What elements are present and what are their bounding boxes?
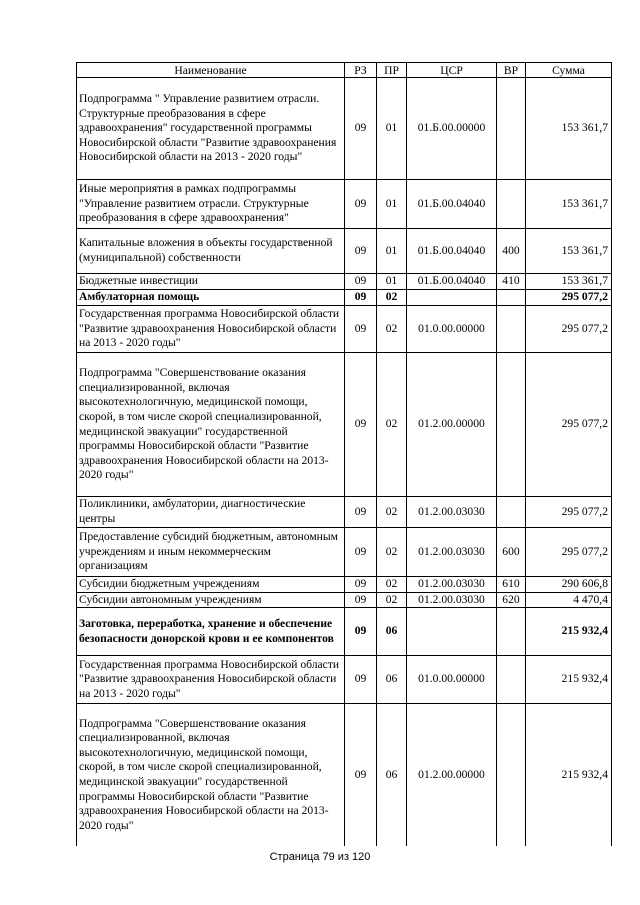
row-sum: 295 077,2 bbox=[526, 306, 612, 353]
row-name: Субсидии бюджетным учреждениям bbox=[77, 577, 345, 593]
row-rz: 09 bbox=[345, 180, 377, 229]
row-name: Заготовка, переработка, хранение и обеспечение безопасности донорской крови и ее компонентов bbox=[77, 608, 345, 656]
table-row bbox=[77, 497, 612, 528]
row-sum: 153 361,7 bbox=[526, 229, 612, 274]
row-vr bbox=[497, 78, 526, 180]
row-csr: 01.0.00.00000 bbox=[407, 306, 497, 353]
row-sum: 290 606,8 bbox=[526, 577, 612, 593]
header-sum: Сумма bbox=[526, 63, 612, 78]
row-vr: 610 bbox=[497, 577, 526, 593]
header-pr: ПР bbox=[377, 63, 407, 78]
row-name: Предоставление субсидий бюджетным, автономным учреждениям и иным некоммерческим организациям bbox=[77, 528, 345, 577]
row-rz: 09 bbox=[345, 229, 377, 274]
row-pr: 02 bbox=[377, 592, 407, 608]
row-pr: 06 bbox=[377, 608, 407, 656]
row-vr bbox=[497, 353, 526, 497]
row-vr bbox=[497, 497, 526, 528]
table-row bbox=[77, 290, 612, 306]
row-vr: 410 bbox=[497, 274, 526, 290]
row-rz: 09 bbox=[345, 577, 377, 593]
row-csr: 01.2.00.03030 bbox=[407, 577, 497, 593]
table-row bbox=[77, 353, 612, 497]
row-rz: 09 bbox=[345, 497, 377, 528]
table-header-row bbox=[77, 63, 612, 78]
row-pr: 01 bbox=[377, 78, 407, 180]
row-name: Капитальные вложения в объекты государственной (муниципальной) собственности bbox=[77, 229, 345, 274]
row-csr: 01.2.00.03030 bbox=[407, 528, 497, 577]
row-sum: 153 361,7 bbox=[526, 274, 612, 290]
row-pr: 02 bbox=[377, 528, 407, 577]
row-name: Иные мероприятия в рамках подпрограммы "Управление развитием отрасли. Структурные преобразования в сфере здравоохранения" bbox=[77, 180, 345, 229]
row-sum: 4 470,4 bbox=[526, 592, 612, 608]
row-sum: 295 077,2 bbox=[526, 528, 612, 577]
page-number: Страница 79 из 120 bbox=[269, 851, 371, 863]
table-row bbox=[77, 229, 612, 274]
header-name: Наименование bbox=[77, 63, 345, 78]
row-rz: 09 bbox=[345, 704, 377, 846]
row-vr bbox=[497, 290, 526, 306]
row-sum: 215 932,4 bbox=[526, 608, 612, 656]
row-rz: 09 bbox=[345, 528, 377, 577]
row-sum: 295 077,2 bbox=[526, 290, 612, 306]
row-csr: 01.2.00.00000 bbox=[407, 353, 497, 497]
table-row bbox=[77, 180, 612, 229]
row-pr: 01 bbox=[377, 274, 407, 290]
row-rz: 09 bbox=[345, 656, 377, 704]
row-vr bbox=[497, 306, 526, 353]
row-sum: 295 077,2 bbox=[526, 497, 612, 528]
table-row bbox=[77, 592, 612, 608]
row-pr: 06 bbox=[377, 704, 407, 846]
row-name: Бюджетные инвестиции bbox=[77, 274, 345, 290]
table-row bbox=[77, 274, 612, 290]
table-row bbox=[77, 306, 612, 353]
row-rz: 09 bbox=[345, 306, 377, 353]
row-vr bbox=[497, 608, 526, 656]
row-rz: 09 bbox=[345, 274, 377, 290]
row-csr: 01.2.00.03030 bbox=[407, 497, 497, 528]
row-sum: 215 932,4 bbox=[526, 656, 612, 704]
row-rz: 09 bbox=[345, 290, 377, 306]
row-vr: 600 bbox=[497, 528, 526, 577]
row-rz: 09 bbox=[345, 608, 377, 656]
row-sum: 215 932,4 bbox=[526, 704, 612, 846]
row-sum: 295 077,2 bbox=[526, 353, 612, 497]
row-rz: 09 bbox=[345, 592, 377, 608]
row-name: Субсидии автономным учреждениям bbox=[77, 592, 345, 608]
row-rz: 09 bbox=[345, 78, 377, 180]
row-name: Подпрограмма " Управление развитием отрасли. Структурные преобразования в сфере здравоохранения" государственной программы Новосибирской области "Развитие здравоохранения Новосибирской области на 2013 - 2020 годы" bbox=[77, 78, 345, 180]
row-vr bbox=[497, 704, 526, 846]
row-pr: 02 bbox=[377, 306, 407, 353]
table-row bbox=[77, 577, 612, 593]
row-pr: 01 bbox=[377, 229, 407, 274]
row-name: Поликлиники, амбулатории, диагностические центры bbox=[77, 497, 345, 528]
row-pr: 06 bbox=[377, 656, 407, 704]
row-name: Подпрограмма "Совершенствование оказания специализированной, включая высокотехнологичную, медицинской помощи, скорой, в том числе скорой специализированной, медицинской эвакуации" государственной программы Новосибирской области "Развитие здравоохранения Новосибирской области на 2013-2020 годы" bbox=[77, 704, 345, 846]
row-csr: 01.Б.00.04040 bbox=[407, 274, 497, 290]
row-csr: 01.Б.00.00000 bbox=[407, 78, 497, 180]
row-sum: 153 361,7 bbox=[526, 180, 612, 229]
row-csr bbox=[407, 608, 497, 656]
table-row bbox=[77, 656, 612, 704]
row-csr: 01.2.00.03030 bbox=[407, 592, 497, 608]
table-row bbox=[77, 608, 612, 656]
row-csr: 01.Б.00.04040 bbox=[407, 180, 497, 229]
row-name: Государственная программа Новосибирской области "Развитие здравоохранения Новосибирской области на 2013 - 2020 годы" bbox=[77, 656, 345, 704]
header-csr: ЦСР bbox=[407, 63, 497, 78]
row-pr: 02 bbox=[377, 290, 407, 306]
row-vr: 400 bbox=[497, 229, 526, 274]
table-row bbox=[77, 528, 612, 577]
row-vr bbox=[497, 180, 526, 229]
table-row bbox=[77, 704, 612, 846]
row-name: Амбулаторная помощь bbox=[77, 290, 345, 306]
row-pr: 01 bbox=[377, 180, 407, 229]
table-row bbox=[77, 78, 612, 180]
row-pr: 02 bbox=[377, 353, 407, 497]
header-vr: ВР bbox=[497, 63, 526, 78]
row-vr: 620 bbox=[497, 592, 526, 608]
row-pr: 02 bbox=[377, 577, 407, 593]
row-csr: 01.0.00.00000 bbox=[407, 656, 497, 704]
row-name: Подпрограмма "Совершенствование оказания специализированной, включая высокотехнологичную, медицинской помощи, скорой, в том числе скорой специализированной, медицинской эвакуации" государственной программы Новосибирской области "Развитие здравоохранения Новосибирской области на 2013-2020 годы" bbox=[77, 353, 345, 497]
header-rz: РЗ bbox=[345, 63, 377, 78]
row-csr: 01.Б.00.04040 bbox=[407, 229, 497, 274]
row-csr bbox=[407, 290, 497, 306]
row-sum: 153 361,7 bbox=[526, 78, 612, 180]
row-name: Государственная программа Новосибирской области "Развитие здравоохранения Новосибирской области на 2013 - 2020 годы" bbox=[77, 306, 345, 353]
row-pr: 02 bbox=[377, 497, 407, 528]
row-rz: 09 bbox=[345, 353, 377, 497]
row-vr bbox=[497, 656, 526, 704]
row-csr: 01.2.00.00000 bbox=[407, 704, 497, 846]
budget-table bbox=[76, 62, 612, 846]
